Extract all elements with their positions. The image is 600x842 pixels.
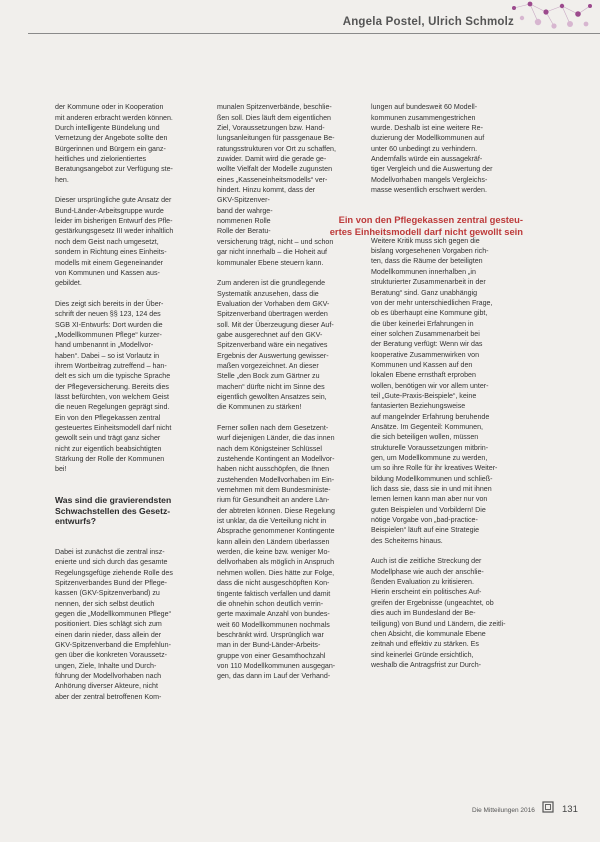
square-bracket-icon (542, 801, 554, 813)
paragraph: Ferner sollen nach dem Gesetzent- wurf diejenigen Länder, die das innen nach dem Königsteiner Schlüssel zustehende Kontingent an Modellvor- haben nicht ausschöpfen, die Ihnen zustehenden Modellvorhaben im Ein- vernehmen mit dem Bundesministe- rium für Gesundheit an andere Län- der abtreten können. Diese Regelung ist unklar, da die Verteilung nicht in Absprache genommener Kontingente kann allein den Ländern überlassen werden, die keine bzw. weniger Mo- dellvorhaben als möglich in Anspruch nehmen wollen. Dies hätte zur Folge, dass die nicht ausgeschöpften Kon- tingente faktisch verfallen und damit die ohnehin schon deutlich verrin- gerte maximale Anzahl von bundes- weit 60 Modellkommunen nochmals beschränkt wird. Ursprünglich war man in der Bund-Länder-Arbeits- gruppe von einer Gesamthochzahl von 110 Modellkommunen ausgegan- gen, das dann im Lauf der Verhand- (217, 424, 336, 681)
paragraph: der Kommune oder in Kooperation mit anderen erbracht werden können. Durch intelligente Bündelung und Vernetzung der Angebote sollte den Bürgerinnen und Bürgern ein ganz- heitliches und zielorientiertes Beratungsangebot zur Verfügung ste- hen. (55, 103, 173, 184)
page-header (0, 0, 600, 44)
pull-quote: Ein von den Pflegekassen zentral gesteu- ertes Einheitsmodell darf nicht gewollt sein (329, 214, 523, 237)
paragraph: Zum anderen ist die grundlegende Systematik anzusehen, dass die Evaluation der Vorhaben dem GKV- Spitzenverband übertragen werden soll. Mit der Überzeugung dieser Auf- gabe ausgerechnet auf den GKV- Spitzenverband wäre ein negatives Ergebnis der Auswertung gewisser- maßen vorgezeichnet. An dieser Stelle „den Bock zum Gärtner zu machen“ dürfte nicht im Sinne des eigentlich gewollten Ansatzes sein, die Kommunen zu stärken! (217, 279, 334, 412)
paragraph: Dies zeigt sich bereits in der Über- schrift der neuen §§ 123, 124 des SGB XI-Entwurfs: Dort wurden die „Modellkommunen Pflege“ kurzer- hand umbenannt in „Modellvor- haben“. Dabei – so ist Vorlautz in ihrem Wortbeitrag zutreffend – han- delt es sich um die typische Sprache der Pflegeversicherung. Bereits dies lässt befürchten, von welchem Geist die neuen Regelungen geprägt sind. Ein von den Pflegekassen zentral gesteuertes Einheitsmodell darf nicht gewollt sein und trägt ganz sicher nicht zur eigentlich beabsichtigten Stärkung der Rolle der Kommunen bei! (55, 299, 172, 474)
text-column-1 (55, 92, 203, 712)
paragraph: Weitere Kritik muss sich gegen die bislang vorgesehenen Vorgaben rich- ten, dass die Räume der beteiligten Modellkommunen innerhalben „in strukturierter Zusammenarbeit in der Beratung“ sind. Ganz unabhängig von der mehr unterschiedlichen Frage, ob es überhaupt eine Kommune gibt, die über keinerlei Erfahrungen in einer solchen Zusammenarbeit bei der Beratung verfügt: Wenn wir das kooperative Zusammenwirken von Kommunen und Kassen auf den lokalen Ebene ernsthaft erproben wollen, benötigen wir vor allem unter- teil „Gute-Praxis-Beispiele“, keine fantasierten Beziehungsweise auf mangelnder Erfahrung beruhende Ansätze. Im Gegenteil: Kommunen, die sich beteiligen wollen, müssen strukturelle Voraussetzungen mitbrin- gen, um Modellkommune zu werden, um so ihre Rolle für ihr kreatives Weiter- bildung Modellkommunen und schließ- lich dass sie, dass sie in und mit ihnen lernen lernen kann man aber nur von guten Beispielen und Vorbildern! Die nötige Vorgabe von „bad-practice- Beispielen“ läuft auf eine Strategie des Scheiterns hinaus. (371, 236, 498, 545)
section-subheading: Was sind die gravierendsten Schwachstellen des Gesetz- entwurfs? (55, 495, 172, 527)
paragraph: lungen auf bundesweit 60 Modell- kommunen zusammengestrichen wurde. Deshalb ist eine weitere Re- duzierung der Modellkommunen auf unter 60 unbedingt zu verhindern. Andernfalls würde ein aussagekräf- tiger Vergleich und die Auswertung der Modellvorhaben mangels Vergleichs- masse wesentlich erschwert werden. (371, 103, 493, 195)
molecule-dots-icon (510, 0, 594, 32)
paragraph: munalen Spitzenverbände, beschlie- ßen soll. Dies läuft dem eigentlichen Ziel, Voraussetzungen bzw. Hand- lungsanleitungen für passgenaue Be- ratungsstrukturen vor Ort zu schaffen, zuwider. Damit wird die gerade ge- wollte Vielfalt der Modelle zugunsten eines „Kasseneinheitsmodells“ ver- hindert. Hinzu kommt, dass der GKV-Spitzenver- band der wahrge- nommenen Rolle Rolle der Beratu- versicherung trägt, nicht – und schon gar nicht innerhalb – die Hoheit auf kommunaler Ebene steuern kann. (217, 103, 336, 267)
paragraph: Dabei ist zunächst die zentral insz- enierte und sich durch das gesamte Regelungsgefüge ziehende Rolle des Spitzenverbandes Bund der Pflege- kassen (GKV-Spitzenverband) zu nennen, der sich selbst deutlich gegen die „Modellkommunen Pflege“ positioniert. Dies schlägt sich zum einen darin nieder, dass allein der GKV-Spitzenverband die Empfehlun- gen über die konkreten Voraussetz- ungen, Ziele, Inhalte und Durch- führung der Modellvorhaben nach Anhörung diverser Akteure, nicht aber der zentral betroffenen Kom- (55, 547, 173, 701)
header-authors: Angela Postel, Ulrich Schmolz (342, 16, 514, 28)
paragraph: Dieser ursprüngliche gute Ansatz der Bund-Länder-Arbeitsgruppe wurde leider im bisherigen Entwurf des Pfle- gestärkungsgesetz III weder inhaltlich noch dem Geist nach umgesetzt, sondern in Richtung eines Einheits- modells mit einem Gegeneinander von Kommunen und Kassen aus- gebildet. (55, 196, 174, 288)
paragraph: Auch ist die zeitliche Streckung der Modellphase wie auch der anschlie- ßenden Evaluation zu kritisieren. Hierin erscheint ein politisches Auf- greifen der Ergebnisse (ungeachtet, ob dies auch im Bundesland der Be- teiligung) von Bund und Ländern, die zeitli- chen Absicht, die kommunale Ebene zeitnah und effektiv zu stärken. Es sind keinerlei Gründe ersichtlich, weshalb die Antragsfrist zur Durch- (371, 557, 506, 669)
page-number: 131 (562, 804, 578, 815)
text-column-3 (371, 92, 519, 681)
header-divider (28, 33, 600, 34)
footer-journal: Die Mitteilungen 2016 (472, 807, 535, 814)
text-column-2 (217, 92, 365, 692)
